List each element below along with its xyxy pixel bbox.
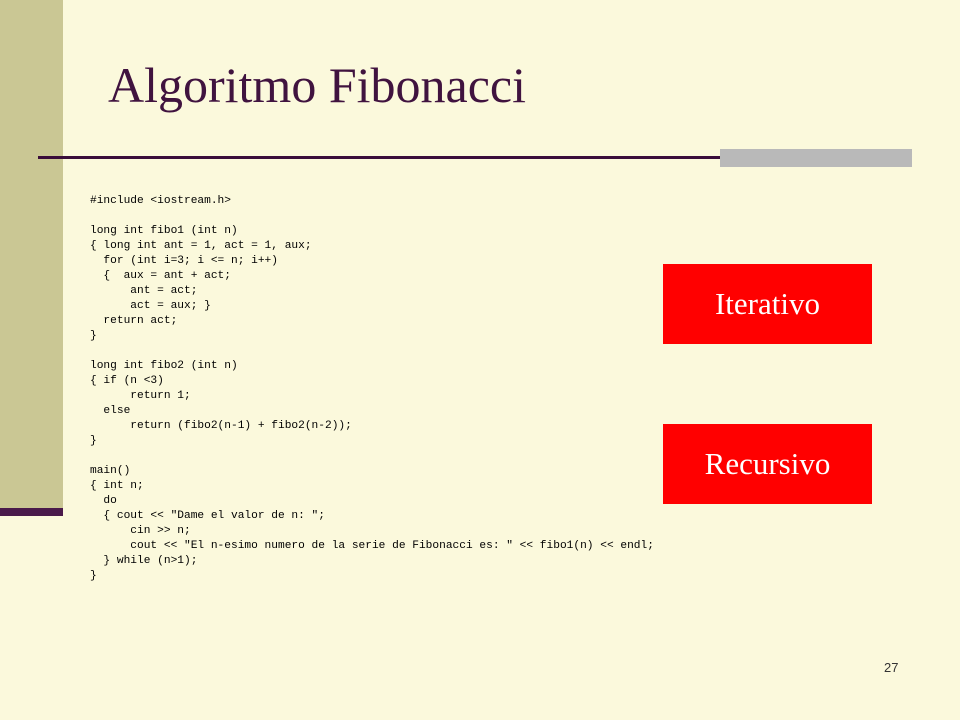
code-line: } [90,330,97,342]
code-line [90,344,654,359]
code-line [90,449,654,464]
code-line: } [90,435,97,447]
code-line [90,209,654,224]
code-line: act = aux; } [90,300,211,312]
code-line: { cout << "Dame el valor de n: "; [90,510,325,522]
code-line: return (fibo2(n-1) + fibo2(n-2)); [90,420,352,432]
code-line: else [90,405,131,417]
code-line: long int fibo2 (int n) [90,360,238,372]
code-line: long int fibo1 (int n) [90,225,238,237]
code-line: } [90,570,97,582]
sidebar-accent-bar [0,508,63,516]
code-line: main() [90,465,131,477]
code-block [90,194,654,584]
code-line: { int n; [90,480,144,492]
code-line: { long int ant = 1, act = 1, aux; [90,240,312,252]
slide-title: Algoritmo Fibonacci [108,57,526,113]
code-line: ant = act; [90,285,198,297]
code-line: { if (n <3) [90,375,164,387]
code-line: return 1; [90,390,191,402]
code-line: } while (n>1); [90,555,198,567]
code-line: cin >> n; [90,525,191,537]
divider-accent [720,149,912,167]
sidebar-decoration [0,0,63,516]
code-line: do [90,495,117,507]
code-line: cout << "El n-esimo numero de la serie de Fibonacci es: " << fibo1(n) << endl; [90,540,654,552]
code-line: return act; [90,315,178,327]
code-line: for (int i=3; i <= n; i++) [90,255,278,267]
recursive-label: Recursivo [663,424,872,504]
iterative-label: Iterativo [663,264,872,344]
code-line: { aux = ant + act; [90,270,231,282]
page-number: 27 [884,660,899,675]
code-line: #include <iostream.h> [90,195,231,207]
